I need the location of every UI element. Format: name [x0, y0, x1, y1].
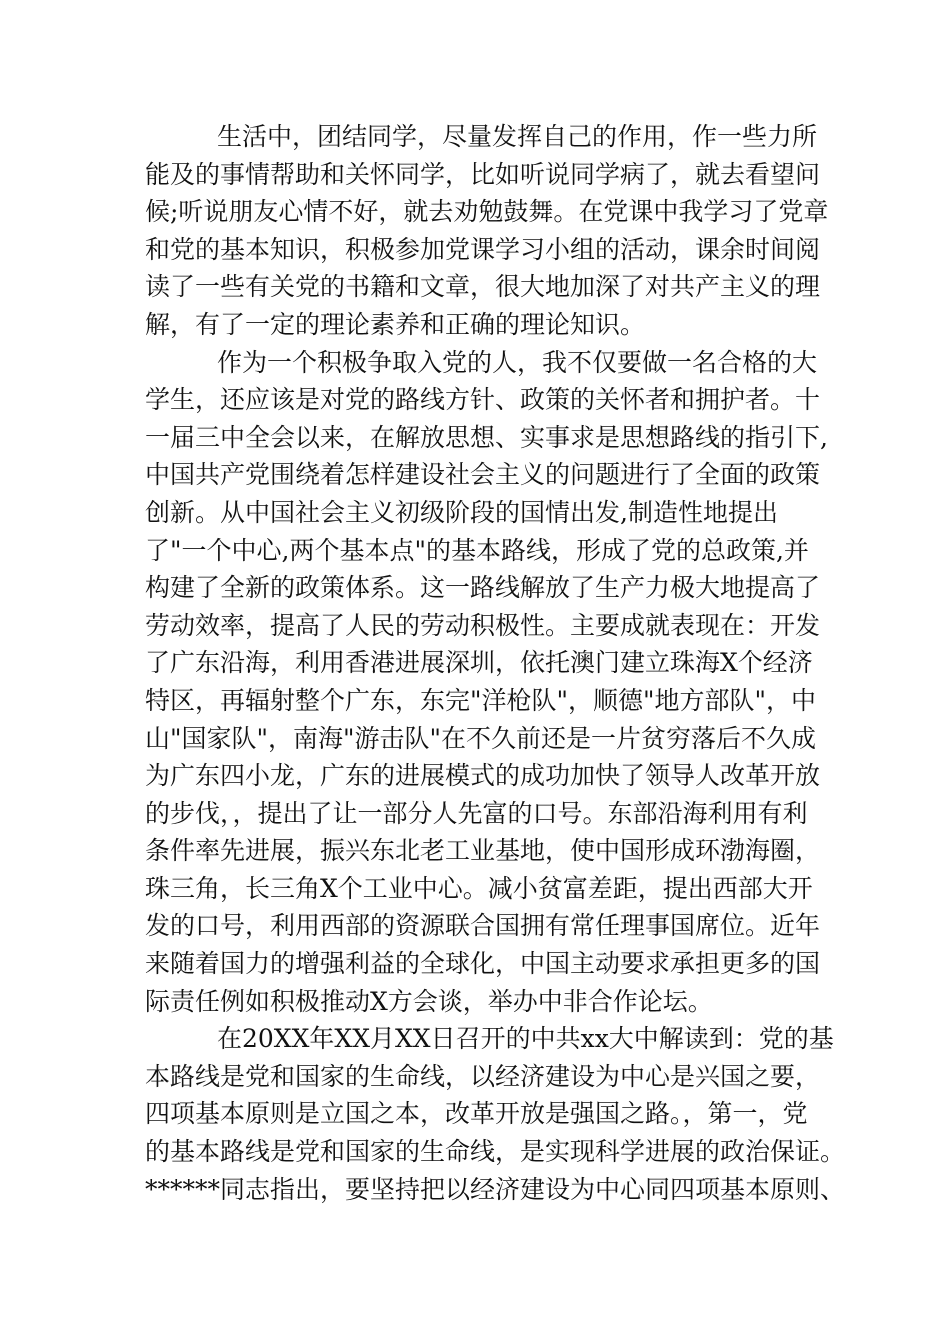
text-line: 的基本路线是党和国家的生命线，是实现科学进展的政治保证。	[145, 1137, 846, 1167]
paragraph	[145, 1020, 846, 1208]
text-line: 创新。从中国社会主义初级阶段的国情出发,制造性地提出	[145, 497, 778, 527]
document-body	[145, 118, 846, 1208]
text-line: ******同志指出，要坚持把以经济建设为中心同四项基本原则、	[145, 1174, 846, 1204]
text-line: 际责任例如积极推动X方会谈，举办中非合作论坛。	[145, 986, 713, 1016]
text-line: 本路线是党和国家的生命线，以经济建设为中心是兴国之要，	[145, 1061, 821, 1091]
text-line: 解，有了一定的理论素养和正确的理论知识。	[145, 309, 646, 339]
text-line: 特区，再辐射整个广东，东完"洋枪队"，顺德"地方部队"，中	[145, 685, 816, 715]
text-line: 作为一个积极争取入党的人，我不仅要做一名合格的大	[217, 347, 818, 377]
text-line: 为广东四小龙，广东的进展模式的成功加快了领导人改革开放	[145, 761, 821, 791]
text-line: 发的口号，利用西部的资源联合国拥有常任理事国席位。近年	[145, 911, 821, 941]
text-line: 中国共产党围绕着怎样建设社会主义的问题进行了全面的政策	[145, 460, 821, 490]
text-line: 条件率先进展，振兴东北老工业基地，使中国形成环渤海圈，	[145, 836, 821, 866]
text-line: 生活中，团结同学，尽量发挥自己的作用，作一些力所	[217, 122, 818, 151]
text-line: 读了一些有关党的书籍和文章，很大地加深了对共产主义的理	[145, 272, 821, 302]
text-line: 构建了全新的政策体系。这一路线解放了生产力极大地提高了	[145, 573, 821, 603]
text-line: 劳动效率，提高了人民的劳动积极性。主要成就表现在：开发	[145, 610, 821, 640]
text-line: 珠三角，长三角X个工业中心。减小贫富差距，提出西部大开	[145, 873, 813, 903]
text-line: 能及的事情帮助和关怀同学，比如听说同学病了，就去看望问	[145, 159, 821, 189]
text-line: 山"国家队"，南海"游击队"在不久前还是一片贫穷落后不久成	[145, 723, 816, 753]
text-line: 在20XX年XX月XX日召开的中共xx大中解读到：党的基	[217, 1024, 834, 1054]
text-line: 候;听说朋友心情不好，就去劝勉鼓舞。在党课中我学习了党章	[145, 197, 829, 227]
text-line: 来随着国力的增强利益的全球化，中国主动要求承担更多的国	[145, 949, 821, 979]
text-line: 的步伐，，提出了让一部分人先富的口号。东部沿海利用有利	[145, 798, 808, 828]
text-line: 学生，还应该是对党的路线方针、政策的关怀者和拥护者。十	[145, 385, 821, 415]
text-line: 和党的基本知识，积极参加党课学习小组的活动，课余时间阅	[145, 234, 821, 264]
text-line: 四项基本原则是立国之本，改革开放是强国之路。，第一，党	[145, 1099, 808, 1129]
text-line: 一届三中全会以来，在解放思想、实事求是思想路线的指引下,	[145, 422, 828, 452]
paragraph	[145, 118, 829, 344]
text-line: 了"一个中心,两个基本点"的基本路线，形成了党的总政策,并	[145, 535, 809, 565]
paragraph	[145, 344, 828, 1021]
text-line: 了广东沿海，利用香港进展深圳，依托澳门建立珠海X个经济	[145, 648, 813, 678]
